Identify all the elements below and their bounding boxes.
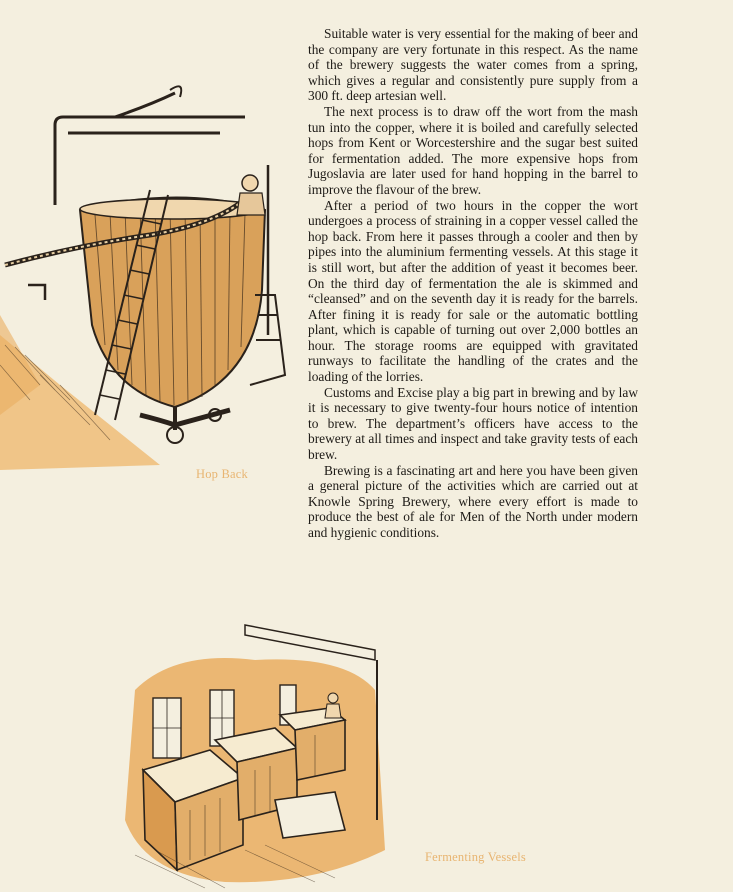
paragraph-copper: The next process is to draw off the wort from the mash tun into the copper, where it is boiled and carefully selected hops from Kent or Worcestershire and the sugar best suited for fermentation added. The more expensive hops from Jugoslavia are later used for hand hopping in the barrel to improve the flavour of the brew. xyxy=(308,103,638,197)
paragraph-customs: Customs and Excise play a big part in brewing and by law it is necessary to give twenty-four hours notice of intention to brew. The department’s officers have access to the brewery at all times and inspect and take gravity tests of each brew. xyxy=(308,384,638,463)
paragraph-water: Suitable water is very essential for the making of beer and the company are very fortunate in this respect. As the name of the brewery suggests the water comes from a spring, which gives a regular and consistently pure supply from a 300 ft. deep artesian well. xyxy=(308,26,638,104)
fermenting-vessels-illustration xyxy=(115,620,405,890)
paragraph-conclusion: Brewing is a fascinating art and here you have been given a general picture of the activities which are carried out at Knowle Spring Brewery, where every effort is made to produce the best of ale for Men of the North under modern and hygienic conditions. xyxy=(308,462,638,540)
hop-back-illustration xyxy=(0,85,305,470)
article-body xyxy=(308,26,638,541)
caption-fermenting-vessels: Fermenting Vessels xyxy=(425,850,526,864)
caption-hop-back: Hop Back xyxy=(196,467,248,481)
paragraph-hop-back: After a period of two hours in the copper the wort undergoes a process of straining in a copper vessel called the hop back. From here it passes through a cooler and then by pipes into the aluminium fermenting vessels. At this stage it is still wort, but after the addition of yeast it becomes beer. On the third day of fermentation the ale is skimmed and “cleansed” and on the seventh day it is ready for the barrels. After fining it is ready for sale or the automatic bottling plant, which is capable of turning out over 2,000 bottles an hour. The storage rooms are equipped with gravitated runways to facilitate the handling of the crates and the loading of the lorries. xyxy=(308,197,638,385)
